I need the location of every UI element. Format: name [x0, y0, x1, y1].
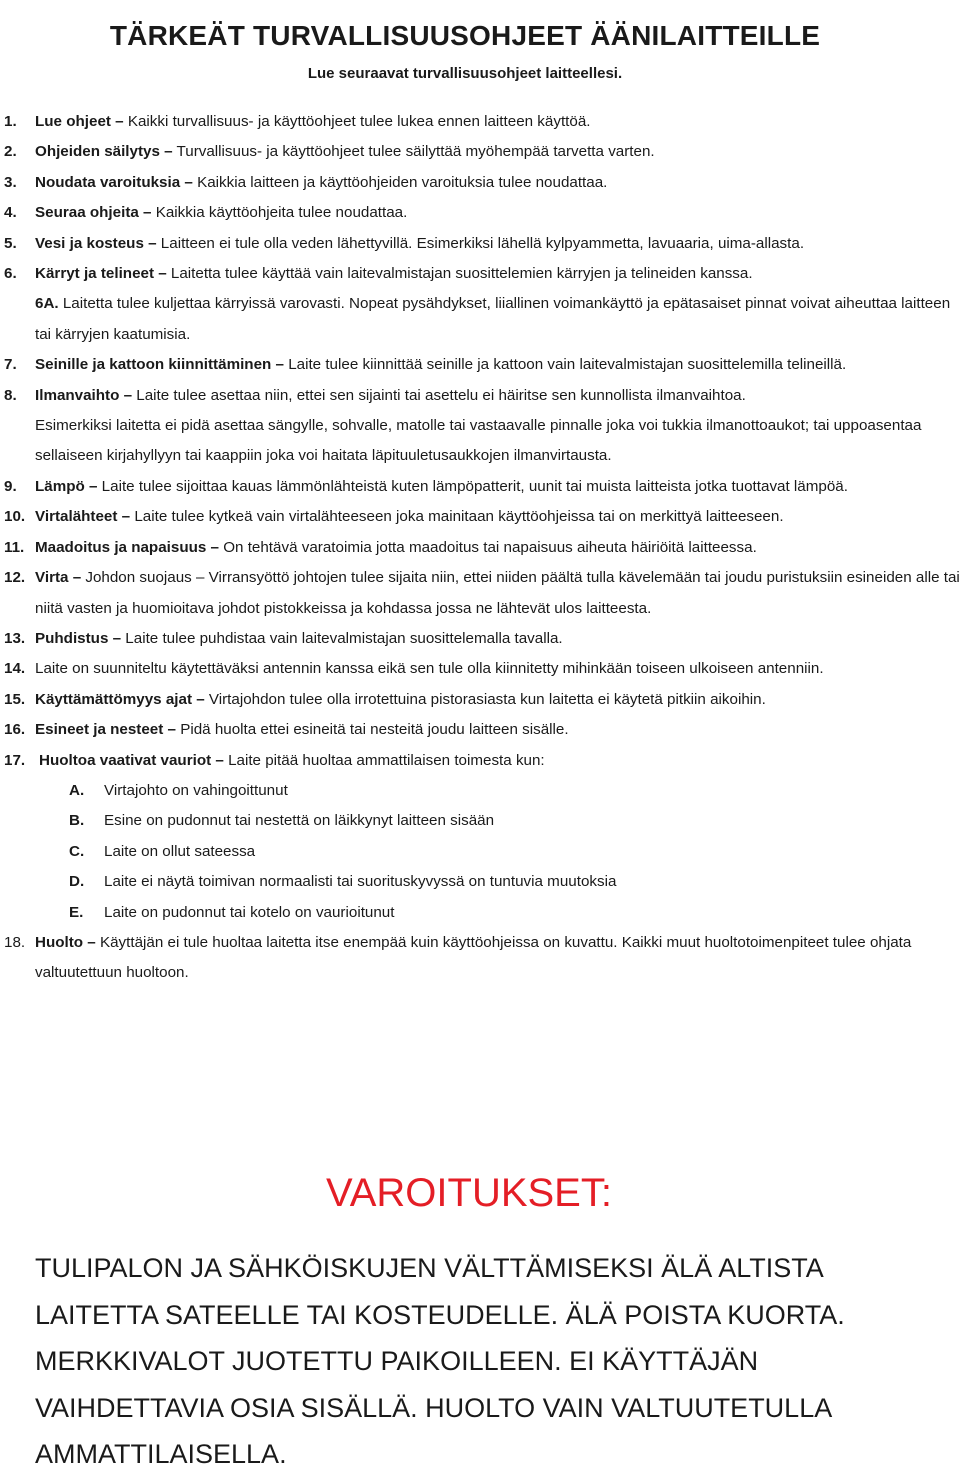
item-text: Laitetta tulee käyttää vain laitevalmistajan suosittelemien kärryjen ja telineiden kanssa.: [166, 265, 753, 283]
list-item-9: [0, 472, 960, 502]
list-item-8: [0, 381, 960, 411]
list-item-14: [0, 654, 960, 684]
item-text: Turvallisuus- ja käyttöohjeet tulee säilyttää myöhempää tarvetta varten.: [172, 143, 655, 161]
item-text: On tehtävä varatoimia jotta maadoitus tai napaisuus aiheuta häiriöitä laitteessa.: [219, 538, 757, 556]
item-text: Laitetta tulee kuljettaa kärryissä varovasti. Nopeat pysähdykset, liiallinen voimankäyttö ja epätasaiset pinnat voivat aiheuttaa laitteen tai kärryjen kaatumisia.: [35, 295, 951, 343]
sub-item-letter: B.: [69, 812, 85, 830]
sub-item-text: Virtajohto on vahingoittunut: [104, 781, 288, 799]
warnings-title: VAROITUKSET:: [326, 1171, 612, 1215]
item-heading: Lämpö –: [35, 477, 98, 495]
item-heading: Maadoitus ja napaisuus –: [35, 538, 219, 556]
sub-item-e: [0, 898, 960, 928]
item-number: 17.: [4, 751, 26, 769]
item-heading: Huoltoa vaativat vauriot –: [39, 751, 224, 769]
list-item-17: [0, 746, 960, 776]
item-heading: Seuraa ohjeita –: [35, 204, 152, 222]
item-number: 1.: [4, 113, 17, 130]
sub-item-text: Laite ei näytä toimivan normaalisti tai suorituskyvyssä on tuntuvia muutoksia: [104, 873, 617, 891]
sub-item-c: [0, 837, 960, 867]
item-text: Kaikkia laitteen ja käyttöohjeiden varoituksia tulee noudattaa.: [192, 173, 608, 191]
sub-item-letter: D.: [69, 873, 85, 891]
item-number: 13.: [4, 629, 26, 647]
list-item-1: [0, 107, 960, 137]
item-number: 16.: [4, 721, 26, 739]
list-item-12: [0, 563, 960, 624]
item-number: 15.: [4, 690, 26, 708]
item-number: 8.: [4, 386, 17, 404]
warnings-text: TULIPALON JA SÄHKÖISKUJEN VÄLTTÄMISEKSI ÄLÄ ALTISTA LAITETTA SATEELLE TAI KOSTEUDELLE. ÄLÄ POISTA KUORTA. MERKKIVALOT JUOTETTU PAIKOILLEEN. EI KÄYTTÄJÄN VAIHDETTAVIA OSIA SISÄLLÄ. HUOLTO VAIN VALTUUTETULLA AMMATTILAISELLA.: [35, 1253, 845, 1469]
item-heading: Ohjeiden säilytys –: [35, 143, 173, 161]
page-title: TÄRKEÄT TURVALLISUUSOHJEET ÄÄNILAITTEILLE: [109, 19, 821, 51]
item-text: Johdon suojaus – Virransyöttö johtojen tulee sijaita niin, ettei niiden päältä tulla kävelemään tai joudu puristuksiin esineiden alle tai niitä vasten ja huomioitava johdot pistokkeissa ja kohdassa jossa ne lähtevät ulos laitteesta.: [35, 569, 960, 617]
instruction-list: [0, 107, 960, 989]
item-heading: Seinille ja kattoon kiinnittäminen –: [35, 356, 284, 374]
list-item-5: [0, 229, 960, 259]
list-item-3: [0, 168, 960, 198]
item-text: Laitteen ei tule olla veden lähettyvillä. Esimerkiksi lähellä kylpyammetta, lavuaaria, uima-allasta.: [156, 234, 805, 252]
list-item-4: [0, 198, 960, 228]
item-number: 10.: [4, 508, 26, 526]
item-number: 9.: [4, 477, 17, 495]
sub-item-letter: E.: [69, 903, 84, 921]
item-heading: Virtalähteet –: [35, 508, 131, 526]
item-text: Laite on suunniteltu käytettäväksi antennin kanssa eikä sen tule olla kiinnitetty mihinkään toiseen ulkoiseen antenniin.: [35, 660, 824, 678]
list-item-11: [0, 533, 960, 563]
item-heading: Huolto –: [35, 933, 96, 951]
list-item-6a: [0, 289, 960, 350]
item-heading: Ilmanvaihto –: [35, 386, 133, 404]
item-number: 3.: [4, 173, 17, 191]
list-item-18: [0, 928, 960, 989]
item-heading: Kärryt ja telineet –: [35, 265, 167, 283]
list-item-10: [0, 502, 960, 532]
sub-item-a: [0, 776, 960, 806]
sub-item-b: [0, 806, 960, 836]
item-text: Kaikkia käyttöohjeita tulee noudattaa.: [151, 204, 408, 222]
sub-item-text: Laite on pudonnut tai kotelo on vaurioitunut: [104, 903, 395, 921]
item-heading: Virta –: [35, 569, 82, 587]
item-text: Laite tulee kytkeä vain virtalähteeseen joka mainitaan käyttöohjeissa tai on merkittyä laitteeseen.: [130, 508, 784, 526]
item-number: 11.: [4, 538, 25, 556]
list-item-7: [0, 350, 960, 380]
item-text: Kaikki turvallisuus- ja käyttöohjeet tulee lukea ennen laitteen käyttöä.: [123, 113, 591, 130]
page-subtitle: Lue seuraavat turvallisuusohjeet laitteellesi.: [307, 65, 623, 82]
item-number: 6.: [4, 265, 17, 283]
item-number: 6A.: [35, 295, 59, 313]
item-number: 18.: [4, 933, 26, 951]
list-item-2: [0, 137, 960, 167]
list-item-8-continued: Esimerkiksi laitetta ei pidä asettaa sängylle, sohvalle, matolle tai vastaavalle pinnalle joka voi tukkia ilmanottoaukot; tai uppoasentaa sellaiseen kirjahyllyyn tai kaappiin joka voi haitata läpituuletusaukkojen ilmanvirtausta.: [35, 417, 922, 465]
item-number: 12.: [4, 569, 26, 587]
item-text: Virtajohdon tulee olla irrotettuina pistorasiasta kun laitetta ei käytetä pitkiin aikoihin.: [204, 690, 766, 708]
item-number: 14.: [4, 660, 26, 678]
item-number: 7.: [4, 356, 17, 374]
item-number: 2.: [4, 143, 17, 161]
item-heading: Käyttämättömyys ajat –: [35, 690, 205, 708]
item-heading: Lue ohjeet –: [35, 113, 124, 130]
item-text: Laite tulee sijoittaa kauas lämmönlähteistä kuten lämpöpatterit, uunit tai muista laitteista jotka tuottavat lämpöä.: [97, 477, 848, 495]
item-heading: Noudata varoituksia –: [35, 173, 193, 191]
item-text: Pidä huolta ettei esineitä tai nesteitä joudu laitteen sisälle.: [175, 721, 569, 739]
item-text: Laite tulee asettaa niin, ettei sen sijainti tai asettelu ei häiritse sen kunnollista ilmanvaihtoa.: [132, 386, 746, 404]
item-number: 4.: [4, 204, 17, 222]
list-item-16: [0, 715, 960, 745]
sub-item-letter: A.: [69, 781, 85, 799]
item-text: Käyttäjän ei tule huoltaa laitetta itse enempää kuin käyttöohjeissa on kuvattu. Kaikki muut huoltotoimenpiteet tulee ohjata valtuutettuun huoltoon.: [35, 933, 912, 982]
item-text: Laite tulee kiinnittää seinille ja kattoon vain laitevalmistajan suosittelemilla telineillä.: [283, 356, 847, 374]
list-item-13: [0, 624, 960, 654]
sub-item-text: Esine on pudonnut tai nestettä on läikkynyt laitteen sisään: [104, 812, 495, 830]
list-item-15: [0, 685, 960, 715]
item-text: Laite tulee puhdistaa vain laitevalmistajan suosittelemalla tavalla.: [121, 629, 563, 647]
list-item-6: [0, 259, 960, 289]
sub-item-letter: C.: [69, 842, 85, 860]
item-heading: Vesi ja kosteus –: [35, 234, 157, 252]
item-number: 5.: [4, 234, 17, 252]
sub-item-text: Laite on ollut sateessa: [104, 842, 256, 860]
item-heading: Esineet ja nesteet –: [35, 721, 176, 739]
item-text: Laite pitää huoltaa ammattilaisen toimesta kun:: [223, 751, 545, 769]
item-heading: Puhdistus –: [35, 629, 122, 647]
sub-item-d: [0, 867, 960, 897]
